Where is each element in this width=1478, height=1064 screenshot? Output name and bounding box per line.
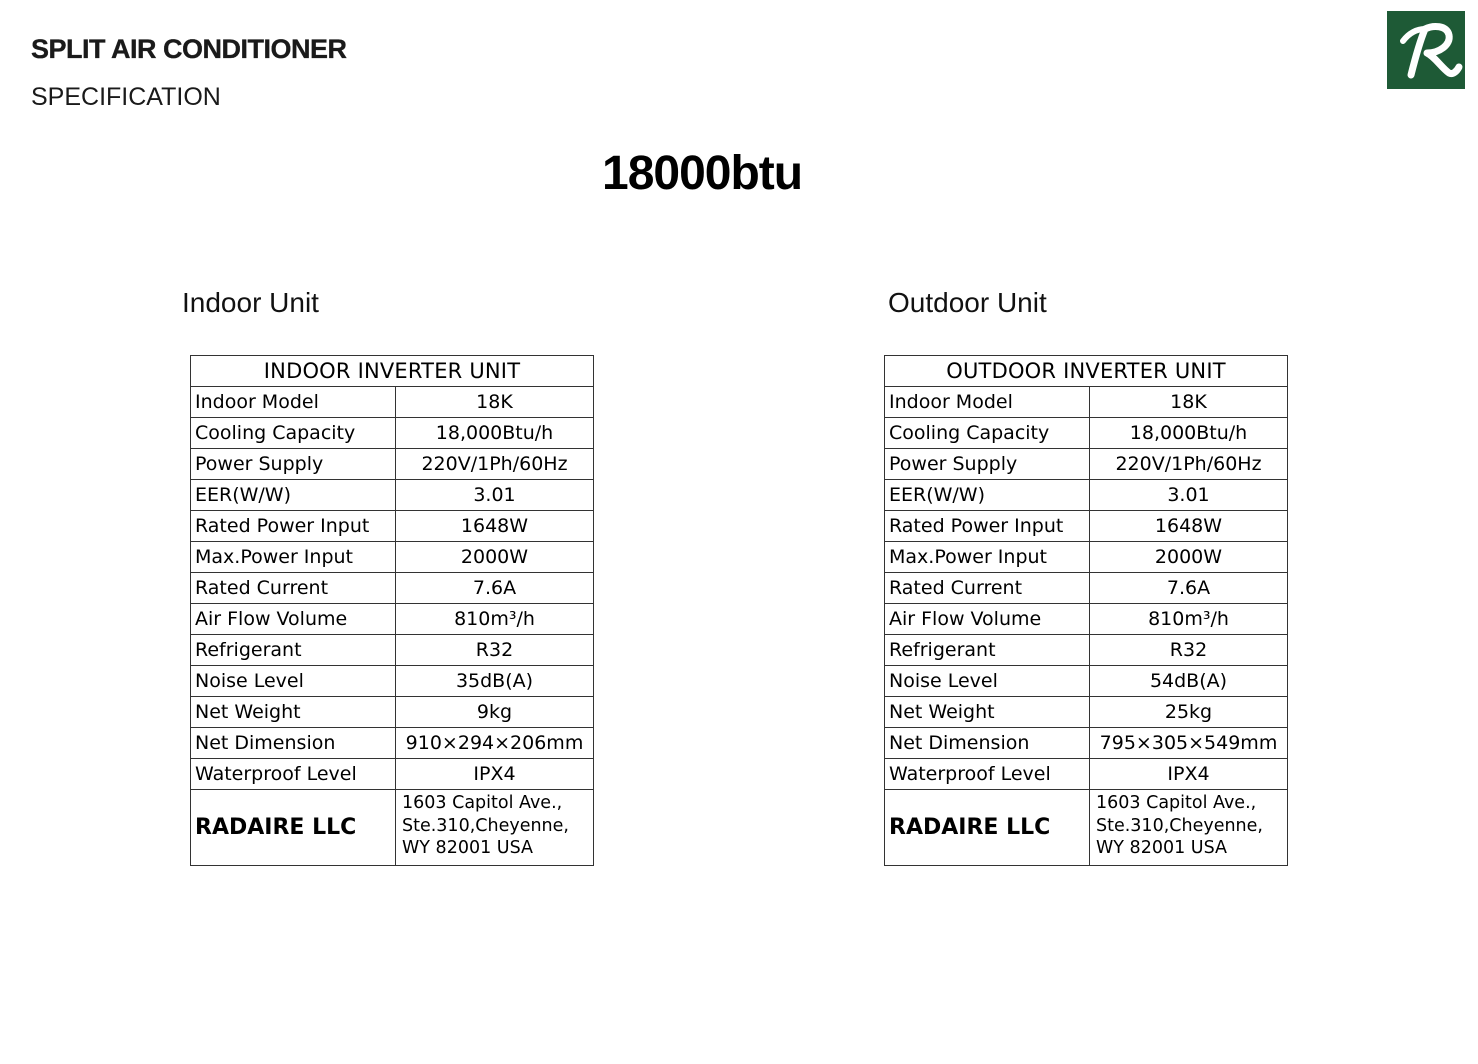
spec-label: Cooling Capacity	[191, 418, 396, 449]
spec-value: 18K	[1090, 387, 1288, 418]
spec-label: Power Supply	[885, 449, 1090, 480]
spec-value: R32	[1090, 635, 1288, 666]
spec-row	[885, 759, 1288, 790]
spec-row	[885, 604, 1288, 635]
spec-row	[885, 480, 1288, 511]
spec-row	[191, 635, 594, 666]
spec-value: 7.6A	[1090, 573, 1288, 604]
spec-value: 910×294×206mm	[396, 728, 594, 759]
spec-label: Net Weight	[885, 697, 1090, 728]
spec-label: Cooling Capacity	[885, 418, 1090, 449]
company-name: RADAIRE LLC	[885, 790, 1090, 866]
spec-value: R32	[396, 635, 594, 666]
spec-value: 7.6A	[396, 573, 594, 604]
spec-row	[191, 604, 594, 635]
spec-label: Max.Power Input	[885, 542, 1090, 573]
spec-value: 18,000Btu/h	[396, 418, 594, 449]
document-subtitle: SPECIFICATION	[31, 83, 221, 111]
spec-label: EER(W/W)	[191, 480, 396, 511]
spec-label: Indoor Model	[885, 387, 1090, 418]
spec-row	[191, 759, 594, 790]
spec-row	[885, 387, 1288, 418]
indoor-section-heading: Indoor Unit	[182, 287, 319, 318]
spec-label: Refrigerant	[191, 635, 396, 666]
spec-row	[191, 542, 594, 573]
spec-value: 54dB(A)	[1090, 666, 1288, 697]
spec-value: 18K	[396, 387, 594, 418]
spec-value: 220V/1Ph/60Hz	[1090, 449, 1288, 480]
spec-row	[885, 697, 1288, 728]
spec-label: Rated Power Input	[191, 511, 396, 542]
outdoor-section-heading: Outdoor Unit	[888, 287, 1047, 318]
spec-label: Refrigerant	[885, 635, 1090, 666]
spec-label: Air Flow Volume	[191, 604, 396, 635]
spec-label: Waterproof Level	[885, 759, 1090, 790]
address-line: 1603 Capitol Ave.,	[1096, 793, 1257, 813]
company-row	[885, 790, 1288, 866]
spec-value: 18,000Btu/h	[1090, 418, 1288, 449]
spec-label: EER(W/W)	[885, 480, 1090, 511]
address-line: Ste.310,Cheyenne,	[402, 815, 569, 836]
address-line: WY 82001 USA	[402, 838, 534, 858]
spec-value: IPX4	[1090, 759, 1288, 790]
spec-value: 2000W	[1090, 542, 1288, 573]
spec-label: Net Dimension	[885, 728, 1090, 759]
company-address	[396, 790, 594, 866]
outdoor-table-title: OUTDOOR INVERTER UNIT	[885, 356, 1288, 387]
spec-row	[885, 542, 1288, 573]
spec-row	[885, 573, 1288, 604]
spec-label: Net Weight	[191, 697, 396, 728]
spec-row	[191, 480, 594, 511]
spec-value: 810m³/h	[396, 604, 594, 635]
spec-label: Net Dimension	[191, 728, 396, 759]
spec-label: Rated Current	[191, 573, 396, 604]
outdoor-spec-table	[884, 355, 1288, 866]
spec-value: 9kg	[396, 697, 594, 728]
spec-row	[191, 666, 594, 697]
spec-label: Indoor Model	[191, 387, 396, 418]
spec-value: 810m³/h	[1090, 604, 1288, 635]
spec-row	[885, 418, 1288, 449]
radaire-r-logo-icon	[1387, 11, 1465, 89]
spec-label: Waterproof Level	[191, 759, 396, 790]
spec-value: 35dB(A)	[396, 666, 594, 697]
spec-value: 795×305×549mm	[1090, 728, 1288, 759]
spec-value: IPX4	[396, 759, 594, 790]
spec-label: Noise Level	[885, 666, 1090, 697]
spec-label: Max.Power Input	[191, 542, 396, 573]
spec-value: 3.01	[396, 480, 594, 511]
indoor-spec-table	[190, 355, 594, 866]
address-line: Ste.310,Cheyenne,	[1096, 815, 1263, 836]
spec-row	[191, 449, 594, 480]
spec-row	[885, 728, 1288, 759]
spec-row	[191, 387, 594, 418]
spec-label: Rated Power Input	[885, 511, 1090, 542]
spec-value: 25kg	[1090, 697, 1288, 728]
spec-value: 1648W	[396, 511, 594, 542]
spec-value: 2000W	[396, 542, 594, 573]
spec-row	[885, 449, 1288, 480]
capacity-heading: 18000btu	[602, 147, 803, 200]
spec-value: 1648W	[1090, 511, 1288, 542]
spec-row	[191, 511, 594, 542]
spec-value: 220V/1Ph/60Hz	[396, 449, 594, 480]
spec-row	[191, 697, 594, 728]
address-line: WY 82001 USA	[1096, 838, 1228, 858]
spec-row	[191, 573, 594, 604]
spec-value: 3.01	[1090, 480, 1288, 511]
spec-row	[885, 635, 1288, 666]
spec-label: Power Supply	[191, 449, 396, 480]
spec-label: Rated Current	[885, 573, 1090, 604]
spec-label: Noise Level	[191, 666, 396, 697]
spec-row	[885, 666, 1288, 697]
spec-row	[191, 418, 594, 449]
document-title: SPLIT AIR CONDITIONER	[31, 34, 347, 64]
company-address	[1090, 790, 1288, 866]
indoor-table-title: INDOOR INVERTER UNIT	[191, 356, 594, 387]
spec-label: Air Flow Volume	[885, 604, 1090, 635]
company-row	[191, 790, 594, 866]
spec-row	[885, 511, 1288, 542]
address-line: 1603 Capitol Ave.,	[402, 793, 563, 813]
spec-row	[191, 728, 594, 759]
company-name: RADAIRE LLC	[191, 790, 396, 866]
